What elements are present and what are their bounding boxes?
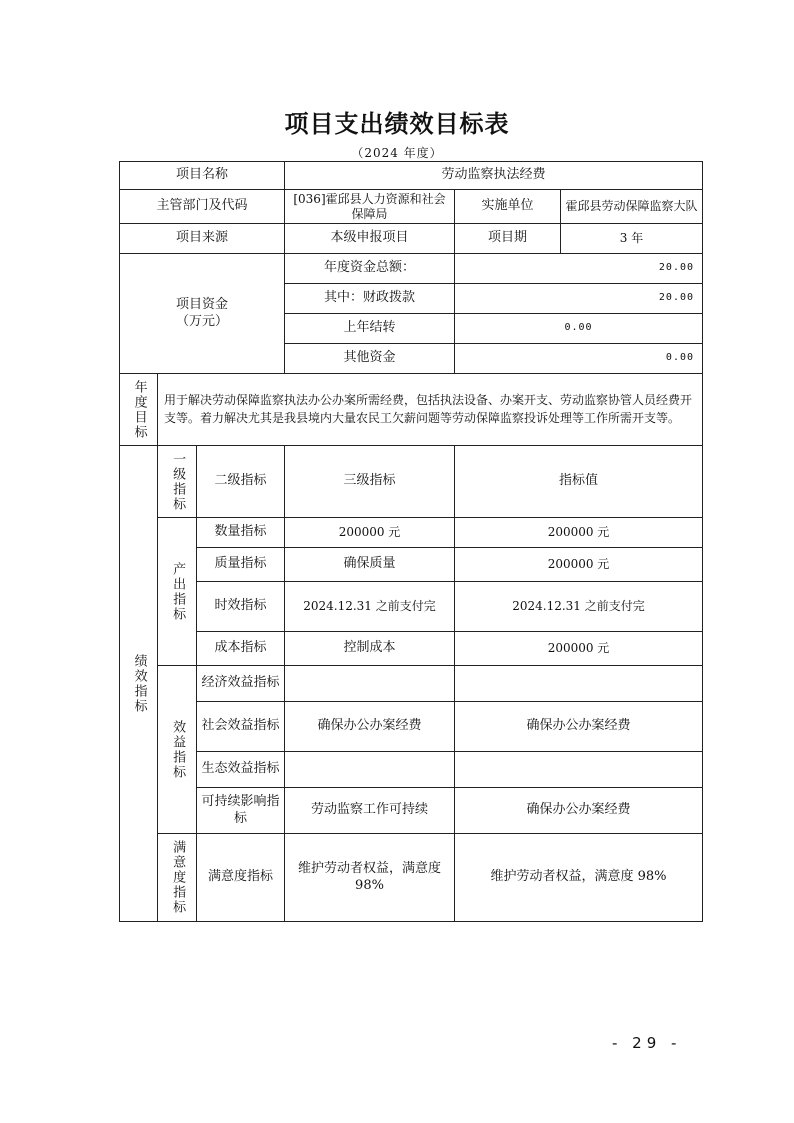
output-value: 200000 元 <box>455 548 703 582</box>
satisfaction-value: 维护劳动者权益，满意度 98% <box>455 834 703 922</box>
output-level3: 确保质量 <box>285 548 455 582</box>
label-period: 项目期 <box>455 224 561 254</box>
row-source <box>120 224 703 254</box>
satisfaction-level3: 维护劳动者权益，满意度98% <box>285 834 455 922</box>
benefit-value <box>455 666 703 702</box>
output-level2: 质量指标 <box>197 548 285 582</box>
header-indicator-value: 指标值 <box>455 446 703 518</box>
row-indicator-header <box>120 446 703 518</box>
benefit-row <box>120 666 703 702</box>
benefit-level2: 经济效益指标 <box>197 666 285 702</box>
benefit-value: 确保办公办案经费 <box>455 788 703 834</box>
annual-goal-text: 用于解决劳动保障监察执法办公办案所需经费，包括执法设备、办案开支、劳动监察协管人员经费开支等。着力解决尤其是我县境内大量农民工欠薪问题等劳动保障监察投诉处理等工作所需开支等。 <box>158 374 703 446</box>
row-funds-total <box>120 254 703 284</box>
value-total: 20.00 <box>455 254 703 284</box>
label-project-name: 项目名称 <box>120 162 285 190</box>
value-period: 3 年 <box>561 224 703 254</box>
output-row <box>120 518 703 548</box>
output-level2: 时效指标 <box>197 582 285 632</box>
satisfaction-row <box>120 834 703 922</box>
output-level2: 成本指标 <box>197 632 285 666</box>
label-fiscal: 其中：财政拨款 <box>285 284 455 314</box>
benefit-value <box>455 752 703 788</box>
label-source: 项目来源 <box>120 224 285 254</box>
label-perf-indicators: 绩效指标 <box>120 446 158 922</box>
output-level3: 200000 元 <box>285 518 455 548</box>
page-number: - 29 - <box>612 1034 682 1052</box>
benefit-row <box>120 702 703 752</box>
performance-target-table <box>119 161 703 922</box>
value-carryover: 0.00 <box>455 314 703 344</box>
value-fiscal: 20.00 <box>455 284 703 314</box>
benefit-level2: 生态效益指标 <box>197 752 285 788</box>
benefit-row <box>120 788 703 834</box>
label-benefit: 效益指标 <box>158 666 197 834</box>
page-title: 项目支出绩效目标表 <box>284 110 510 138</box>
benefit-row <box>120 752 703 788</box>
row-annual-goal <box>120 374 703 446</box>
value-project-name: 劳动监察执法经费 <box>285 162 703 190</box>
header-level2: 二级指标 <box>197 446 285 518</box>
label-carryover: 上年结转 <box>285 314 455 344</box>
label-funds <box>120 254 285 374</box>
benefit-level3 <box>285 666 455 702</box>
output-value: 2024.12.31 之前支付完 <box>455 582 703 632</box>
label-annual-goal: 年度目标 <box>120 374 158 446</box>
output-value: 200000 元 <box>455 518 703 548</box>
value-dept: [036]霍邱县人力资源和社会保障局 <box>285 190 455 224</box>
output-row <box>120 632 703 666</box>
output-row <box>120 582 703 632</box>
satisfaction-level2: 满意度指标 <box>197 834 285 922</box>
row-dept <box>120 190 703 224</box>
label-funds-title: 项目资金 <box>175 297 228 313</box>
output-value: 200000 元 <box>455 632 703 666</box>
label-output: 产出指标 <box>158 518 197 666</box>
value-impl-unit: 霍邱县劳动保障监察大队 <box>561 190 703 224</box>
label-dept: 主管部门及代码 <box>120 190 285 224</box>
label-satisfaction: 满意度指标 <box>158 834 197 922</box>
row-project-name <box>120 162 703 190</box>
fiscal-year: （2024 年度） <box>351 146 443 160</box>
output-level2: 数量指标 <box>197 518 285 548</box>
label-funds-unit: （万元） <box>175 313 228 329</box>
benefit-value: 确保办公办案经费 <box>455 702 703 752</box>
label-other: 其他资金 <box>285 344 455 374</box>
value-other: 0.00 <box>455 344 703 374</box>
header-level1: 一级指标 <box>158 446 197 518</box>
output-row <box>120 548 703 582</box>
header-level3: 三级指标 <box>285 446 455 518</box>
output-level3: 控制成本 <box>285 632 455 666</box>
output-level3: 2024.12.31 之前支付完 <box>285 582 455 632</box>
benefit-level3 <box>285 752 455 788</box>
benefit-level2: 社会效益指标 <box>197 702 285 752</box>
benefit-level3: 确保办公办案经费 <box>285 702 455 752</box>
label-impl-unit: 实施单位 <box>455 190 561 224</box>
benefit-level3: 劳动监察工作可持续 <box>285 788 455 834</box>
benefit-level2: 可持续影响指标 <box>197 788 285 834</box>
label-total: 年度资金总额： <box>285 254 455 284</box>
value-source: 本级申报项目 <box>285 224 455 254</box>
